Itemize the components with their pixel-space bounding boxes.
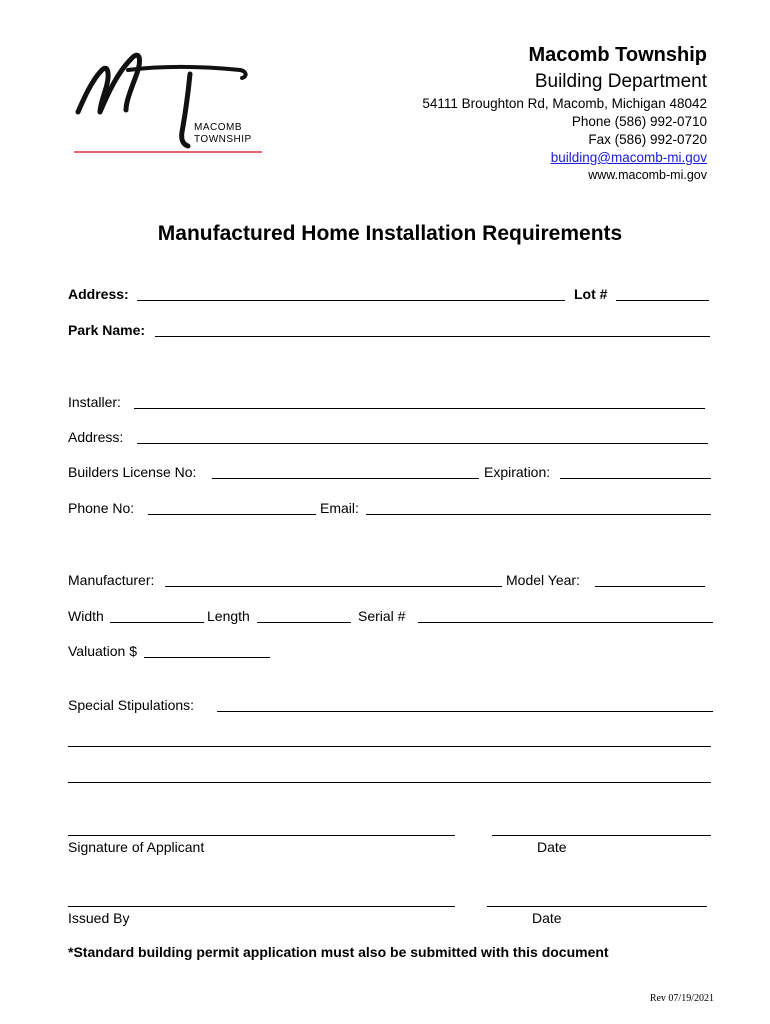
lot-field[interactable]: [616, 300, 709, 301]
email-link[interactable]: building@macomb-mi.gov: [550, 150, 707, 165]
model-year-field[interactable]: [595, 586, 705, 587]
website: www.macomb-mi.gov: [588, 168, 707, 182]
logo-text-macomb: MACOMB: [194, 122, 242, 133]
logo-wordmark: [194, 122, 252, 146]
street-address: 54111 Broughton Rd, Macomb, Michigan 48042: [422, 96, 707, 111]
width-label: Width: [68, 608, 104, 624]
department-name: Building Department: [534, 71, 707, 92]
address-field[interactable]: [137, 300, 565, 301]
serial-field[interactable]: [418, 622, 713, 623]
permit-note: *Standard building permit application must also be submitted with this document: [68, 944, 609, 960]
installer-field[interactable]: [134, 408, 705, 409]
email-label: Email:: [320, 500, 359, 516]
email-field[interactable]: [366, 514, 711, 515]
length-label: Length: [207, 608, 250, 624]
issued-by-field[interactable]: [68, 906, 455, 907]
fax-number: Fax (586) 992-0720: [588, 132, 707, 147]
installer-label: Installer:: [68, 394, 121, 410]
phone-no-label: Phone No:: [68, 500, 135, 516]
special-stipulations-field-2[interactable]: [68, 746, 711, 747]
special-stipulations-label: Special Stipulations:: [68, 697, 195, 713]
serial-label: Serial #: [358, 608, 406, 624]
park-name-label: Park Name:: [68, 322, 146, 338]
builders-license-label: Builders License No:: [68, 464, 197, 480]
phone-no-field[interactable]: [148, 514, 316, 515]
phone-number: Phone (586) 992-0710: [571, 114, 707, 129]
org-name: Macomb Township: [528, 44, 707, 66]
issued-date-field[interactable]: [487, 906, 707, 907]
applicant-date-label: Date: [537, 839, 567, 855]
issued-date-label: Date: [532, 910, 562, 926]
expiration-label: Expiration:: [484, 464, 551, 480]
manufacturer-field[interactable]: [165, 586, 502, 587]
address-label: Address:: [68, 286, 129, 302]
special-stipulations-field-3[interactable]: [68, 782, 711, 783]
expiration-field[interactable]: [560, 478, 711, 479]
revision-date: Rev 07/19/2021: [649, 993, 714, 1004]
applicant-date-field[interactable]: [492, 835, 711, 836]
installer-address-field[interactable]: [137, 443, 708, 444]
installer-address-label: Address:: [68, 429, 124, 445]
page-title: Manufactured Home Installation Requirements: [157, 222, 623, 245]
logo-text-township: TOWNSHIP: [194, 134, 252, 145]
valuation-label: Valuation $: [68, 643, 138, 659]
special-stipulations-field-1[interactable]: [217, 711, 713, 712]
lot-label: Lot #: [574, 286, 608, 302]
length-field[interactable]: [257, 622, 351, 623]
macomb-township-logo: [70, 40, 270, 160]
width-field[interactable]: [110, 622, 204, 623]
signature-of-applicant-label: Signature of Applicant: [68, 839, 205, 855]
applicant-signature-field[interactable]: [68, 835, 455, 836]
builders-license-field[interactable]: [212, 478, 479, 479]
manufacturer-label: Manufacturer:: [68, 572, 155, 588]
issued-by-label: Issued By: [68, 910, 130, 926]
park-name-field[interactable]: [155, 336, 710, 337]
model-year-label: Model Year:: [506, 572, 580, 588]
valuation-field[interactable]: [144, 657, 270, 658]
